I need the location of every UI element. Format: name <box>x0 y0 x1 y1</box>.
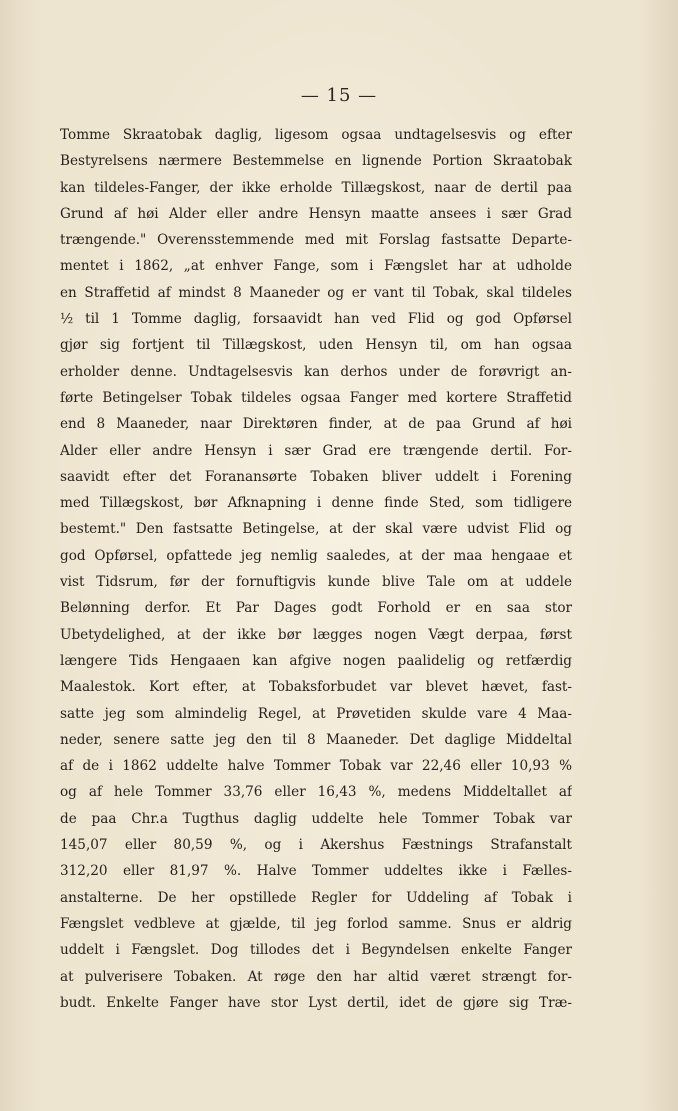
text-line: god Opførsel, opfattede jeg nemlig saaledes, at der maa hengaae et <box>60 547 572 564</box>
text-line: Belønning derfor. Et Par Dages godt Forhold er en saa stor <box>60 600 572 617</box>
text-line: bestemt." Den fastsatte Betingelse, at der skal være udvist Flid og <box>60 521 572 538</box>
text-line: Tomme Skraatobak daglig, ligesom ogsaa undtagelsesvis og efter <box>60 127 572 143</box>
page-number: — 15 — <box>300 85 378 106</box>
text-line: Alder eller andre Hensyn i sær Grad ere trængende dertil. For- <box>60 442 572 459</box>
text-line: Maalestok. Kort efter, at Tobaksforbudet var blevet hævet, fast- <box>60 679 572 696</box>
text-line: 145,07 eller 80,59 %, og i Akershus Fæstnings Strafanstalt <box>60 837 572 854</box>
text-line: de paa Chr.a Tugthus daglig uddelte hele Tommer Tobak var <box>60 810 572 827</box>
text-line: længere Tids Hengaaen kan afgive nogen paalidelig og retfærdig <box>60 652 572 669</box>
text-line: gjør sig fortjent til Tillægskost, uden Hensyn til, om han ogsaa <box>60 337 572 354</box>
text-line: end 8 Maaneder, naar Direktøren finder, at de paa Grund af høi <box>60 416 572 433</box>
text-line: ½ til 1 Tomme daglig, forsaavidt han ved Flid og god Opførsel <box>60 311 572 328</box>
text-line: saavidt efter det Foranansørte Tobaken bliver uddelt i Forening <box>60 468 572 485</box>
text-line: satte jeg som almindelig Regel, at Prøvetiden skulde vare 4 Maa- <box>60 705 572 722</box>
text-line: Grund af høi Alder eller andre Hensyn maatte ansees i sær Grad <box>60 205 572 222</box>
text-line: Bestyrelsens nærmere Bestemmelse en lignende Portion Skraatobak <box>60 153 572 170</box>
text-line: af de i 1862 uddelte halve Tommer Tobak var 22,46 eller 10,93 % <box>60 758 572 775</box>
text-line: Fængslet vedbleve at gjælde, til jeg forlod samme. Snus er aldrig <box>60 915 572 932</box>
text-line: anstalterne. De her opstillede Regler for Uddeling af Tobak i <box>60 889 572 906</box>
text-line: Ubetydelighed, at der ikke bør lægges nogen Vægt derpaa, først <box>60 626 572 643</box>
text-line: førte Betingelser Tobak tildeles ogsaa Fanger med kortere Straffetid <box>60 389 572 406</box>
text-line: 312,20 eller 81,97 %. Halve Tommer uddeltes ikke i Fælles- <box>60 863 572 880</box>
text-line: at pulverisere Tobaken. At røge den har altid været strængt for- <box>60 968 572 985</box>
text-line: mentet i 1862, „at enhver Fange, som i Fængslet har at udholde <box>60 258 572 275</box>
text-line: og af hele Tommer 33,76 eller 16,43 %, medens Middeltallet af <box>60 784 572 801</box>
text-line: kan tildeles-Fanger, der ikke erholde Tillægskost, naar de dertil paa <box>60 179 572 196</box>
text-line: vist Tidsrum, før der fornuftigvis kunde blive Tale om at uddele <box>60 574 572 591</box>
text-line: med Tillægskost, bør Afknapning i denne finde Sted, som tidligere <box>60 495 572 512</box>
text-line: neder, senere satte jeg den til 8 Maaneder. Det daglige Middeltal <box>60 731 572 748</box>
text-line: budt. Enkelte Fanger have stor Lyst dertil, idet de gjøre sig Træ- <box>60 994 572 1011</box>
body-text <box>60 122 572 1016</box>
text-line: erholder denne. Undtagelsesvis kan derhos under de forøvrigt an- <box>60 363 572 380</box>
text-line: uddelt i Fængslet. Dog tillodes det i Begyndelsen enkelte Fanger <box>60 942 572 959</box>
text-line: trængende." Overensstemmende med mit Forslag fastsatte Departe- <box>60 232 572 249</box>
text-line: en Straffetid af mindst 8 Maaneder og er vant til Tobak, skal tildeles <box>60 284 572 301</box>
